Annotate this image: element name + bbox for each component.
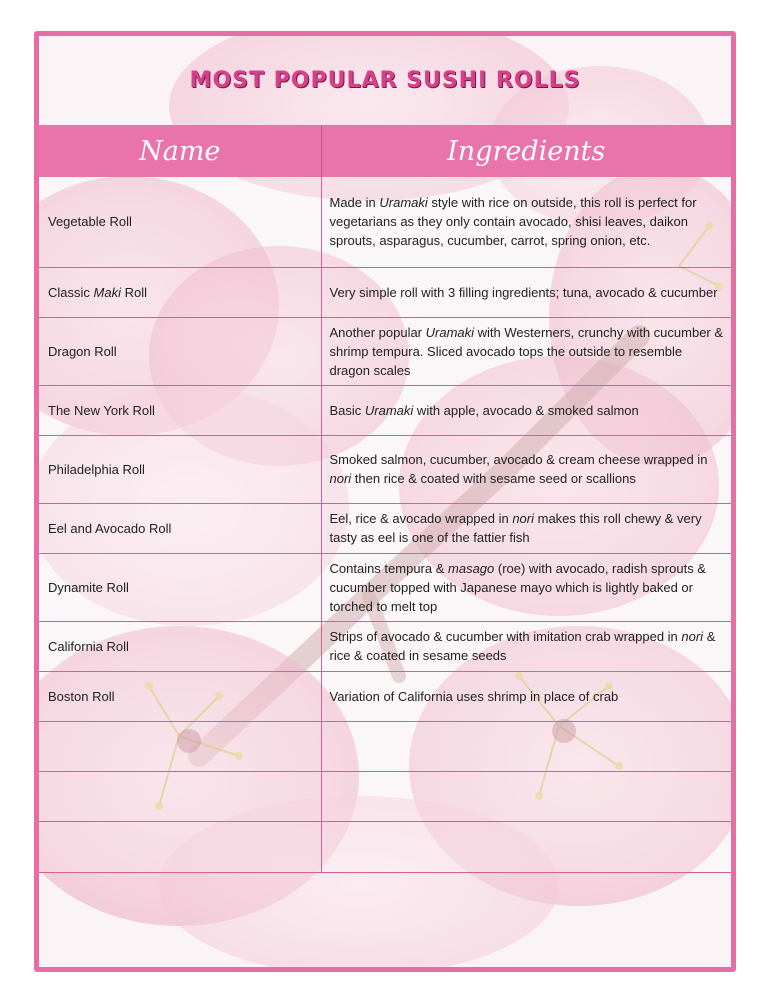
- text-segment: Made in: [329, 195, 380, 211]
- text-segment: style with rice on outside, this roll is perfect for vegetarians as they only contain avocado, shisi leaves, daikon sprouts, asparagus, cucumber, carrot, spring onion, etc.: [329, 195, 697, 249]
- ingredients-cell: [321, 385, 731, 435]
- table-row: [39, 177, 731, 267]
- roll-name-cell: Eel and Avocado Roll: [39, 503, 321, 553]
- ingredients-cell: [321, 771, 731, 821]
- table-row: [39, 317, 731, 385]
- text-segment: Roll: [120, 284, 147, 300]
- table-row: [39, 435, 731, 503]
- table-row: [39, 621, 731, 671]
- roll-name-cell: Dynamite Roll: [39, 553, 321, 621]
- ingredients-cell: [321, 821, 731, 872]
- roll-name-cell: [39, 771, 321, 821]
- text-segment: Variation of California uses shrimp in place of crab: [329, 688, 619, 704]
- table-row: [39, 671, 731, 721]
- ingredients-cell: [321, 267, 731, 317]
- roll-name-cell: [39, 721, 321, 771]
- ingredients-cell: [321, 503, 731, 553]
- table-row: [39, 821, 731, 872]
- roll-name-cell: California Roll: [39, 621, 321, 671]
- table-row: [39, 771, 731, 821]
- ingredients-cell: [321, 435, 731, 503]
- text-segment: with apple, avocado & smoked salmon: [413, 402, 639, 418]
- roll-name-cell: Dragon Roll: [39, 317, 321, 385]
- italic-term: nori: [329, 471, 352, 486]
- text-segment: (roe) with avocado, radish sprouts & cucumber topped with Japanese mayo which is lightly baked or torched to melt top: [329, 560, 706, 614]
- italic-term: Uramaki: [364, 402, 414, 418]
- roll-name-cell: Boston Roll: [39, 671, 321, 721]
- italic-term: masago: [448, 560, 495, 576]
- italic-term: nori: [512, 511, 535, 526]
- table-row: [39, 553, 731, 621]
- roll-name-cell: Philadelphia Roll: [39, 435, 321, 503]
- ingredients-cell: [321, 553, 731, 621]
- italic-term: Uramaki: [379, 195, 428, 211]
- text-segment: Classic: [48, 284, 94, 300]
- sushi-rolls-table: [39, 125, 731, 873]
- table-header-row: [39, 125, 731, 177]
- column-header-name: Name: [39, 125, 321, 177]
- ingredients-cell: [321, 177, 731, 267]
- text-segment: makes this roll chewy & very tasty as eel is one of the fattier fish: [329, 511, 702, 545]
- italic-term: Maki: [93, 284, 121, 300]
- text-segment: & rice & coated in sesame seeds: [329, 629, 716, 663]
- ingredients-cell: [321, 671, 731, 721]
- roll-name-cell: [39, 821, 321, 872]
- text-segment: Basic: [329, 402, 365, 418]
- ingredients-cell: [321, 317, 731, 385]
- text-segment: Another popular: [329, 324, 426, 340]
- ingredients-cell: [321, 721, 731, 771]
- italic-term: Uramaki: [425, 324, 475, 340]
- page-title: MOST POPULAR SUSHI ROLLS: [189, 68, 581, 93]
- text-segment: with Westerners, crunchy with cucumber & shrimp tempura. Sliced avocado tops the outside to resemble dragon scales: [329, 324, 724, 378]
- roll-name-cell: Vegetable Roll: [39, 177, 321, 267]
- table-row: [39, 503, 731, 553]
- text-segment: Eel, rice & avocado wrapped in: [329, 511, 513, 526]
- roll-name-cell: The New York Roll: [39, 385, 321, 435]
- italic-term: nori: [681, 629, 704, 644]
- table-row: [39, 721, 731, 771]
- table-row: [39, 267, 731, 317]
- text-segment: Very simple roll with 3 filling ingredients; tuna, avocado & cucumber: [329, 284, 718, 300]
- page-frame: [34, 31, 736, 972]
- text-segment: Smoked salmon, cucumber, avocado & cream cheese wrapped in: [329, 452, 708, 467]
- text-segment: Contains tempura &: [329, 560, 449, 576]
- ingredients-cell: [321, 621, 731, 671]
- table-row: [39, 385, 731, 435]
- column-header-ingredients: Ingredients: [321, 125, 731, 177]
- text-segment: Strips of avocado & cucumber with imitation crab wrapped in: [329, 629, 682, 644]
- roll-name-cell: [39, 267, 321, 317]
- text-segment: then rice & coated with sesame seed or scallions: [351, 471, 636, 486]
